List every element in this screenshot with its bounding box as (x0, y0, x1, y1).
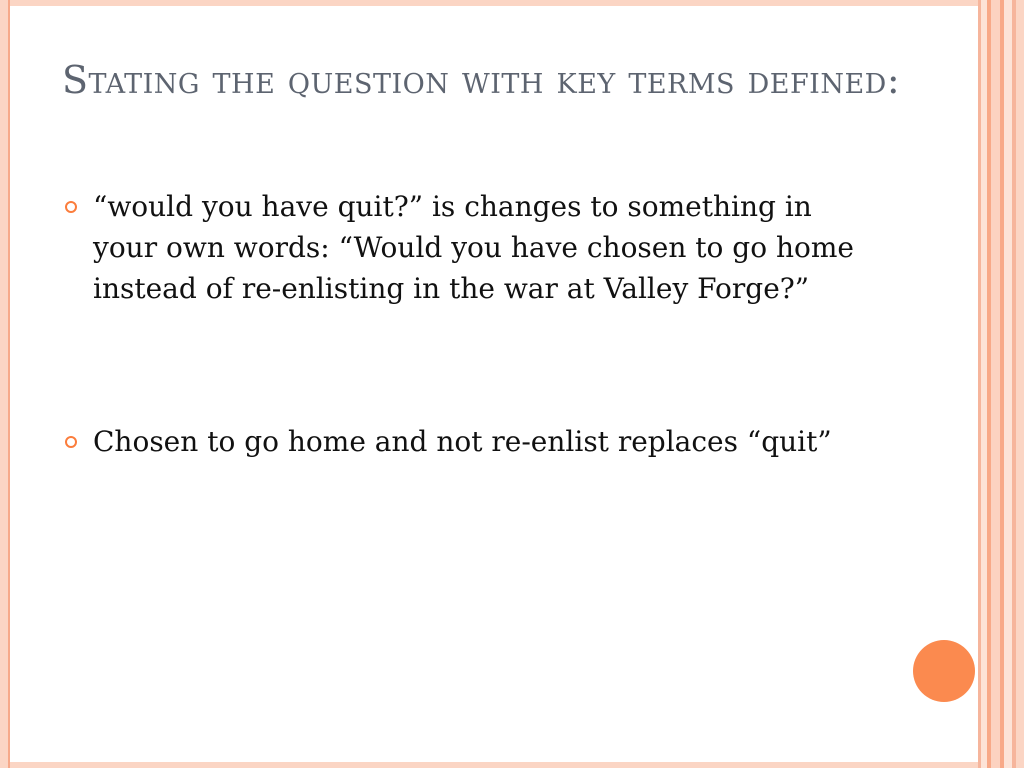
bullet-list (62, 186, 882, 462)
bullet-text: “would you have quit?” is changes to something in your own words: “Would you have chosen to go home instead of re-enlisting in the war at Valley Forge?” (93, 190, 855, 305)
frame-left-line (8, 0, 10, 768)
bullet-item (62, 421, 882, 462)
slide-title: Stating the question with key terms defined: (62, 58, 901, 102)
frame-left-border (0, 0, 8, 768)
bullet-circle-icon (65, 436, 77, 448)
bullet-text: Chosen to go home and not re-enlist replaces “quit” (93, 425, 832, 458)
frame-bottom-border (0, 762, 1024, 768)
right-stripe (991, 0, 1000, 768)
decorative-orange-circle (913, 640, 975, 702)
right-stripe (1016, 0, 1024, 768)
frame-top-border (0, 0, 1024, 6)
right-stripe (1004, 0, 1012, 768)
bullet-item (62, 186, 882, 309)
bullet-circle-icon (65, 201, 77, 213)
